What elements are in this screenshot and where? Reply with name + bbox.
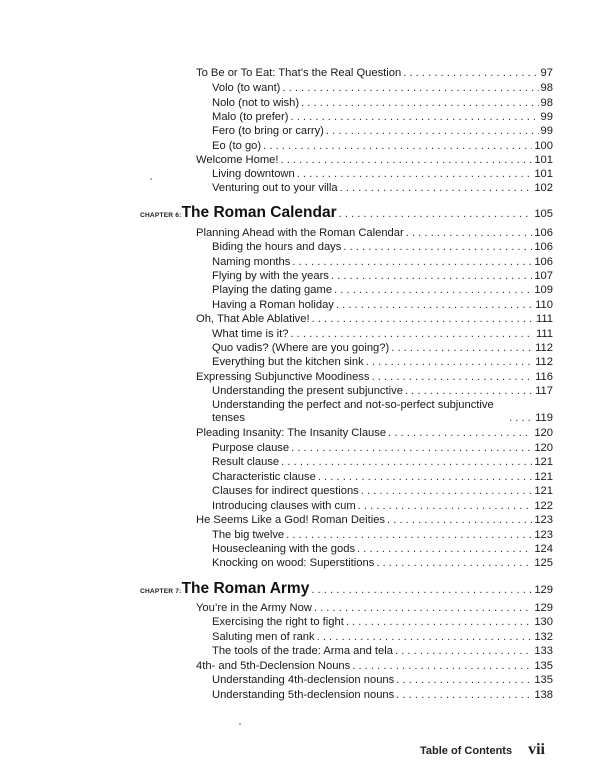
footer-title: Table of Contents [420,745,513,757]
page-speck [150,178,152,180]
toc-entry[interactable] [212,167,553,181]
chapter-heading[interactable] [140,580,553,598]
entry-title: Naming months [212,256,291,268]
entry-title: Oh, That Able Ablative! [196,313,310,325]
toc-entry[interactable] [212,528,553,542]
dot-leader [339,208,533,220]
dot-leader [334,283,532,297]
toc-entry[interactable] [196,312,553,326]
toc-entry[interactable] [212,240,553,254]
toc-entry[interactable] [212,283,553,297]
dot-leader [405,384,533,398]
entry-page: 97 [540,67,553,79]
entry-page: 106 [534,241,553,253]
entry-title: Flying by with the years [212,270,329,282]
toc-entry[interactable] [212,615,553,629]
toc-entry[interactable] [212,298,553,312]
dot-leader [391,341,533,355]
toc-entry[interactable] [212,255,553,269]
dot-leader [376,556,532,570]
toc-entry[interactable] [196,66,553,80]
toc-entry[interactable] [196,226,553,240]
entry-page: 106 [534,256,553,268]
dot-leader [395,644,532,658]
entry-title: Welcome Home! [196,154,279,166]
entry-title: Clauses for indirect questions [212,485,359,497]
entry-page: 98 [540,82,553,94]
entry-title: Exercising the right to fight [212,616,344,628]
entry-title: The big twelve [212,529,285,541]
entry-page: 111 [535,313,553,325]
dot-leader [318,470,532,484]
entry-page: 120 [534,427,553,439]
dot-leader [263,139,532,153]
entry-page: 101 [534,154,553,166]
entry-title: Characteristic clause [212,471,316,483]
chapter-heading[interactable] [140,204,553,222]
dot-leader [290,327,534,341]
entry-page: 135 [534,674,553,686]
dot-leader [280,153,532,167]
footer-page-number: vii [528,741,545,758]
toc-entry[interactable] [212,499,553,513]
entry-title: Understanding the present subjunctive [212,385,403,397]
entry-title: Malo (to prefer) [212,111,289,123]
entry-title: Nolo (not to wish) [212,97,300,109]
toc-entry[interactable] [212,644,553,658]
dot-leader [311,584,532,596]
dot-leader [340,181,533,195]
entry-page: 138 [534,689,553,701]
entry-title: To Be or To Eat: That’s the Real Question [196,67,402,79]
dot-leader [509,411,533,425]
toc-entry[interactable] [212,399,553,425]
toc-entry[interactable] [212,110,553,124]
dot-leader [343,240,532,254]
entry-title: What time is it? [212,328,289,340]
page-speck [239,723,241,725]
dot-leader [403,66,538,80]
toc-entry[interactable] [212,96,553,110]
entry-page: 101 [534,168,553,180]
toc-entry[interactable] [212,673,553,687]
toc-entry[interactable] [212,542,553,556]
entry-title: Having a Roman holiday [212,299,334,311]
chapter-title: The Roman Calendar [181,204,337,221]
entry-title: Planning Ahead with the Roman Calendar [196,227,404,239]
entry-page: 106 [534,227,553,239]
toc-entry[interactable] [212,269,553,283]
entry-title: The tools of the trade: Arma and tela [212,645,393,657]
dot-leader [357,542,532,556]
entry-title: Purpose clause [212,442,290,454]
toc-entry[interactable] [212,484,553,498]
entry-title: Living downtown [212,168,295,180]
toc-entry[interactable] [196,426,553,440]
entry-title: Pleading Insanity: The Insanity Clause [196,427,387,439]
dot-leader [301,96,538,110]
entry-page: 116 [535,371,553,383]
toc-entry[interactable] [196,659,553,673]
entry-page: 123 [534,514,553,526]
entry-page: 100 [534,140,553,152]
toc-entry[interactable] [212,470,553,484]
entry-page: 102 [534,182,553,194]
entry-title: He Seems Like a God! Roman Deities [196,514,386,526]
page-footer [420,741,545,759]
dot-leader [406,226,533,240]
dot-leader [331,269,532,283]
entry-title: You’re in the Army Now [196,602,312,614]
dot-leader [291,441,532,455]
entry-page: 121 [534,485,553,497]
entry-page: 122 [534,500,553,512]
dot-leader [388,426,532,440]
toc-entry[interactable] [196,153,553,167]
entry-title: 4th- and 5th-Declension Nouns [196,660,351,672]
entry-page: 133 [534,645,553,657]
entry-page: 117 [535,385,553,397]
entry-page: 112 [535,356,553,368]
entry-page: 119 [535,412,553,424]
toc-entry[interactable] [212,384,553,398]
dot-leader [281,455,532,469]
dot-leader [286,528,532,542]
toc-entry[interactable] [212,688,553,702]
entry-page: 98 [540,97,553,109]
chapter-title: The Roman Army [181,580,310,597]
entry-title: Housecleaning with the gods [212,543,356,555]
dot-leader [366,355,533,369]
toc-entry[interactable] [212,441,553,455]
entry-page: 109 [534,284,553,296]
entry-page: 123 [534,529,553,541]
dot-leader [358,499,533,513]
toc-entry[interactable] [196,513,553,527]
entry-title: Expressing Subjunctive Moodiness [196,371,370,383]
toc-entry[interactable] [212,81,553,95]
dot-leader [346,615,532,629]
entry-title: Understanding 4th-declension nouns [212,674,395,686]
dot-leader [387,513,532,527]
toc-entry[interactable] [212,139,553,153]
entry-title: Everything but the kitchen sink [212,356,364,368]
toc-entry[interactable] [212,455,553,469]
entry-page: 130 [534,616,553,628]
entry-page: 121 [534,471,553,483]
entry-title: Playing the dating game [212,284,333,296]
entry-page: 112 [535,342,553,354]
entry-page: 99 [540,111,553,123]
toc-entry[interactable] [196,370,553,384]
entry-title: Result clause [212,456,280,468]
dot-leader [372,370,534,384]
dot-leader [326,124,539,138]
chapter-label: CHAPTER 6: [140,212,182,219]
entry-page: 135 [534,660,553,672]
chapter-page: 105 [534,208,553,220]
dot-leader [396,673,532,687]
entry-page: 132 [534,631,553,643]
dot-leader [317,630,533,644]
entry-page: 107 [534,270,553,282]
chapter-label: CHAPTER 7: [140,588,182,595]
entry-page: 110 [535,299,553,311]
chapter-page: 129 [534,584,553,596]
entry-title: Quo vadis? (Where are you going?) [212,342,390,354]
entry-title: Introducing clauses with cum [212,500,356,512]
entry-title: Knocking on wood: Superstitions [212,557,375,569]
dot-leader [290,110,538,124]
dot-leader [336,298,533,312]
entry-page: 125 [534,557,553,569]
toc-entry[interactable] [212,630,553,644]
toc-entry[interactable] [212,341,553,355]
entry-page: 121 [534,456,553,468]
entry-title: Volo (to want) [212,82,281,94]
dot-leader [297,167,533,181]
toc-entry[interactable] [196,601,553,615]
entry-page: 124 [534,543,553,555]
entry-page: 111 [535,328,553,340]
dot-leader [312,312,534,326]
entry-title: Fero (to bring or carry) [212,125,324,137]
entry-page: 129 [534,602,553,614]
entry-page: 99 [540,125,553,137]
entry-page: 120 [534,442,553,454]
toc-entry[interactable] [212,124,553,138]
dot-leader [292,255,532,269]
entry-title: Venturing out to your villa [212,182,338,194]
dot-leader [396,688,532,702]
dot-leader [282,81,538,95]
toc-entry[interactable] [212,355,553,369]
toc-entry[interactable] [212,556,553,570]
dot-leader [361,484,533,498]
entry-title: Understanding 5th-declension nouns [212,689,395,701]
dot-leader [314,601,532,615]
entry-title: Saluting men of rank [212,631,315,643]
entry-title: Understanding the perfect and not-so-perfect subjunctive tenses [212,399,494,424]
toc-entry[interactable] [212,327,553,341]
entry-title: Eo (to go) [212,140,262,152]
entry-title: Biding the hours and days [212,241,342,253]
dot-leader [352,659,532,673]
toc-entry[interactable] [212,181,553,195]
